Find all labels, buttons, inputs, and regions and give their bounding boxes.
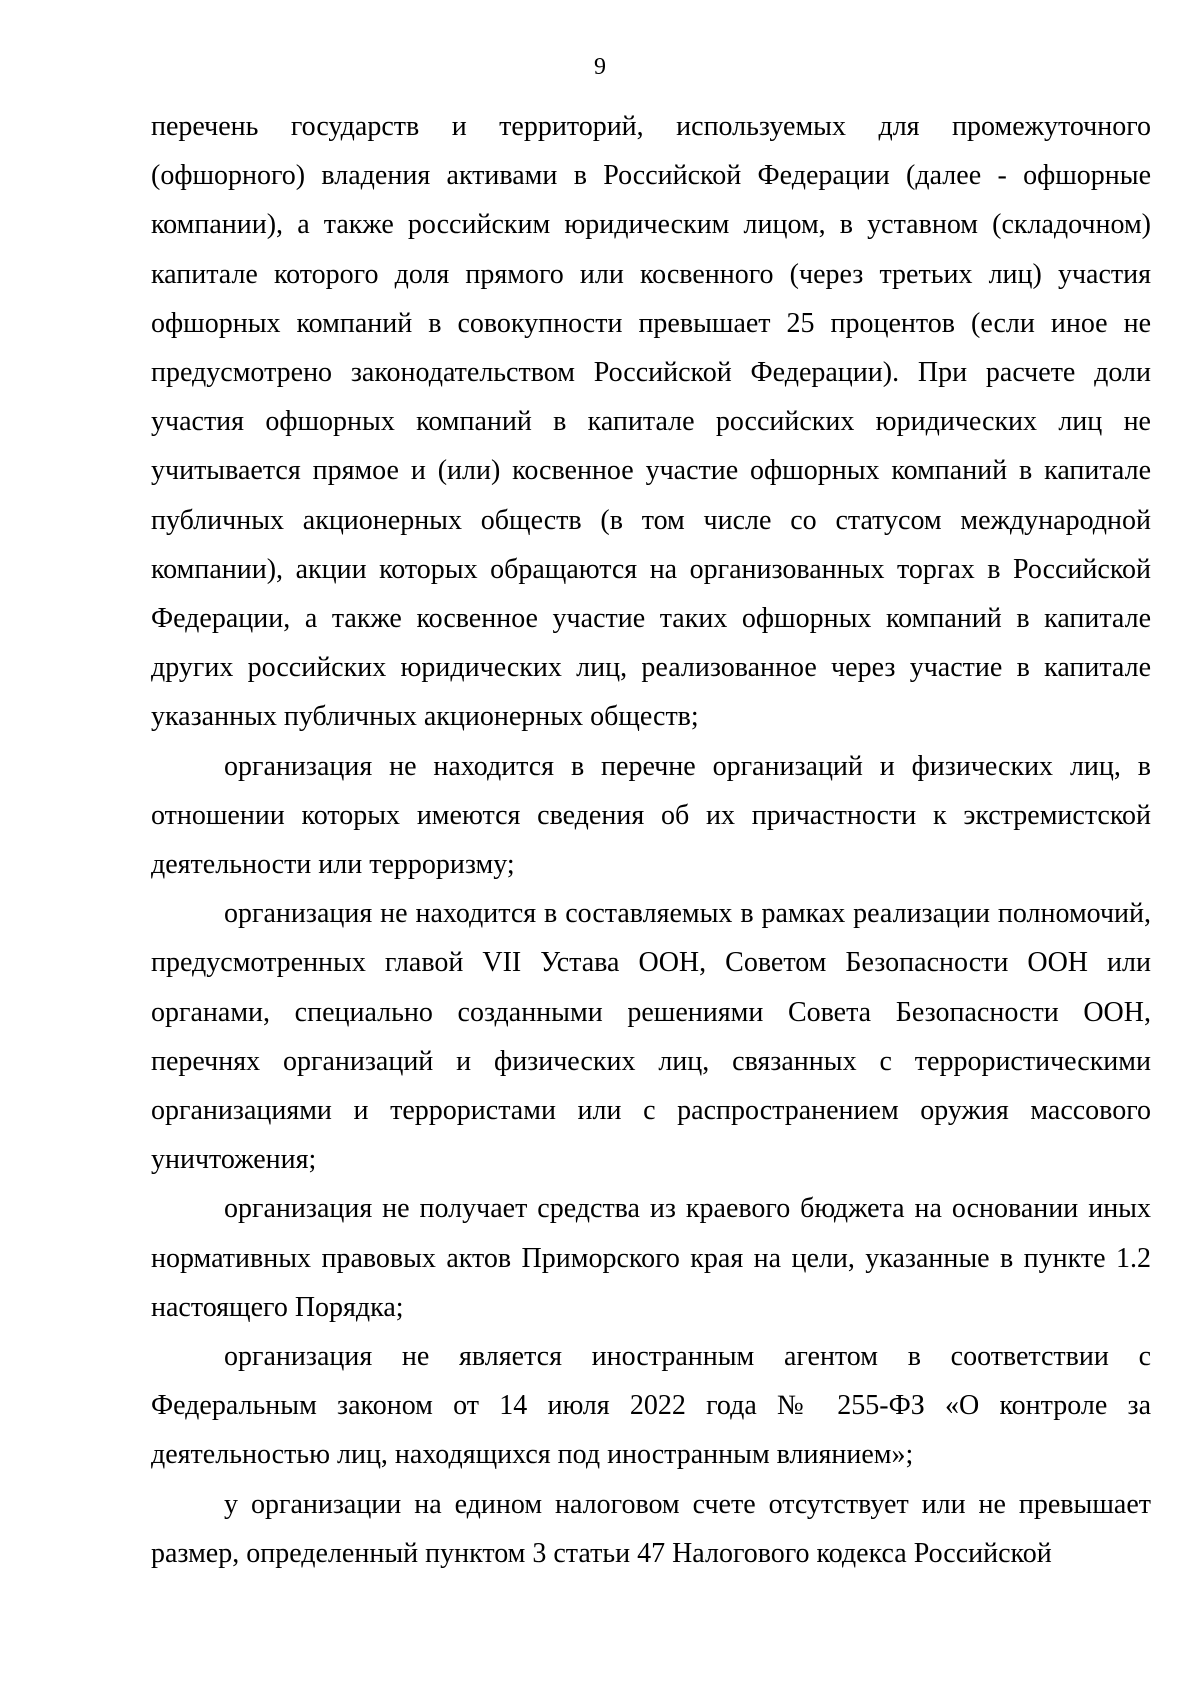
paragraph-tax-account: у организации на едином налоговом счете отсутствует или не превышает размер, определенный пунктом 3 статьи 47 Налогового кодекса Российской: [151, 1488, 1151, 1569]
paragraph-regional-budget: организация не получает средства из краевого бюджета на основании иных нормативных правовых актов Приморского края на цели, указанные в пункте 1.2 настоящего Порядка;: [151, 1193, 1151, 1323]
paragraph-un-sanctions-list: организация не находится в составляемых в рамках реализации полномочий, предусмотренных главой VII Устава ООН, Советом Безопасности ООН или органами, специально созданными решениями Совета Безопасности ООН, перечнях организаций и физических лиц, связанных с террористическими организациями и террористами или с распространением оружия массового уничтожения;: [151, 898, 1151, 1176]
paragraph-offshore-companies: перечень государств и территорий, используемых для промежуточного (офшорного) владения активами в Российской Федерации (далее - офшорные компании), а также российским юридическим лицом, в уставном (складочном) капитале которого доля прямого или косвенного (через третьих лиц) участия офшорных компаний в совокупности превышает 25 процентов (если иное не предусмотрено законодательством Российской Федерации). При расчете доли участия офшорных компаний в капитале российских юридических лиц не учитывается прямое и (или) косвенное участие офшорных компаний в капитале публичных акционерных обществ (в том числе со статусом международной компании), акции которых обращаются на организованных торгах в Российской Федерации, а также косвенное участие таких офшорных компаний в капитале других российских юридических лиц, реализованное через участие в капитале указанных публичных акционерных обществ;: [151, 111, 1151, 733]
paragraph-foreign-agent: организация не является иностранным агентом в соответствии с Федеральным законом от 14 июля 2022 года № 255-ФЗ «О контроле за деятельностью лиц, находящихся под иностранным влиянием»;: [151, 1341, 1151, 1471]
page-number: 9: [594, 54, 606, 80]
paragraph-extremism-list: организация не находится в перечне организаций и физических лиц, в отношении которых имеются сведения об их причастности к экстремистской деятельности или терроризму;: [151, 750, 1151, 881]
document-body: [151, 102, 1151, 1578]
